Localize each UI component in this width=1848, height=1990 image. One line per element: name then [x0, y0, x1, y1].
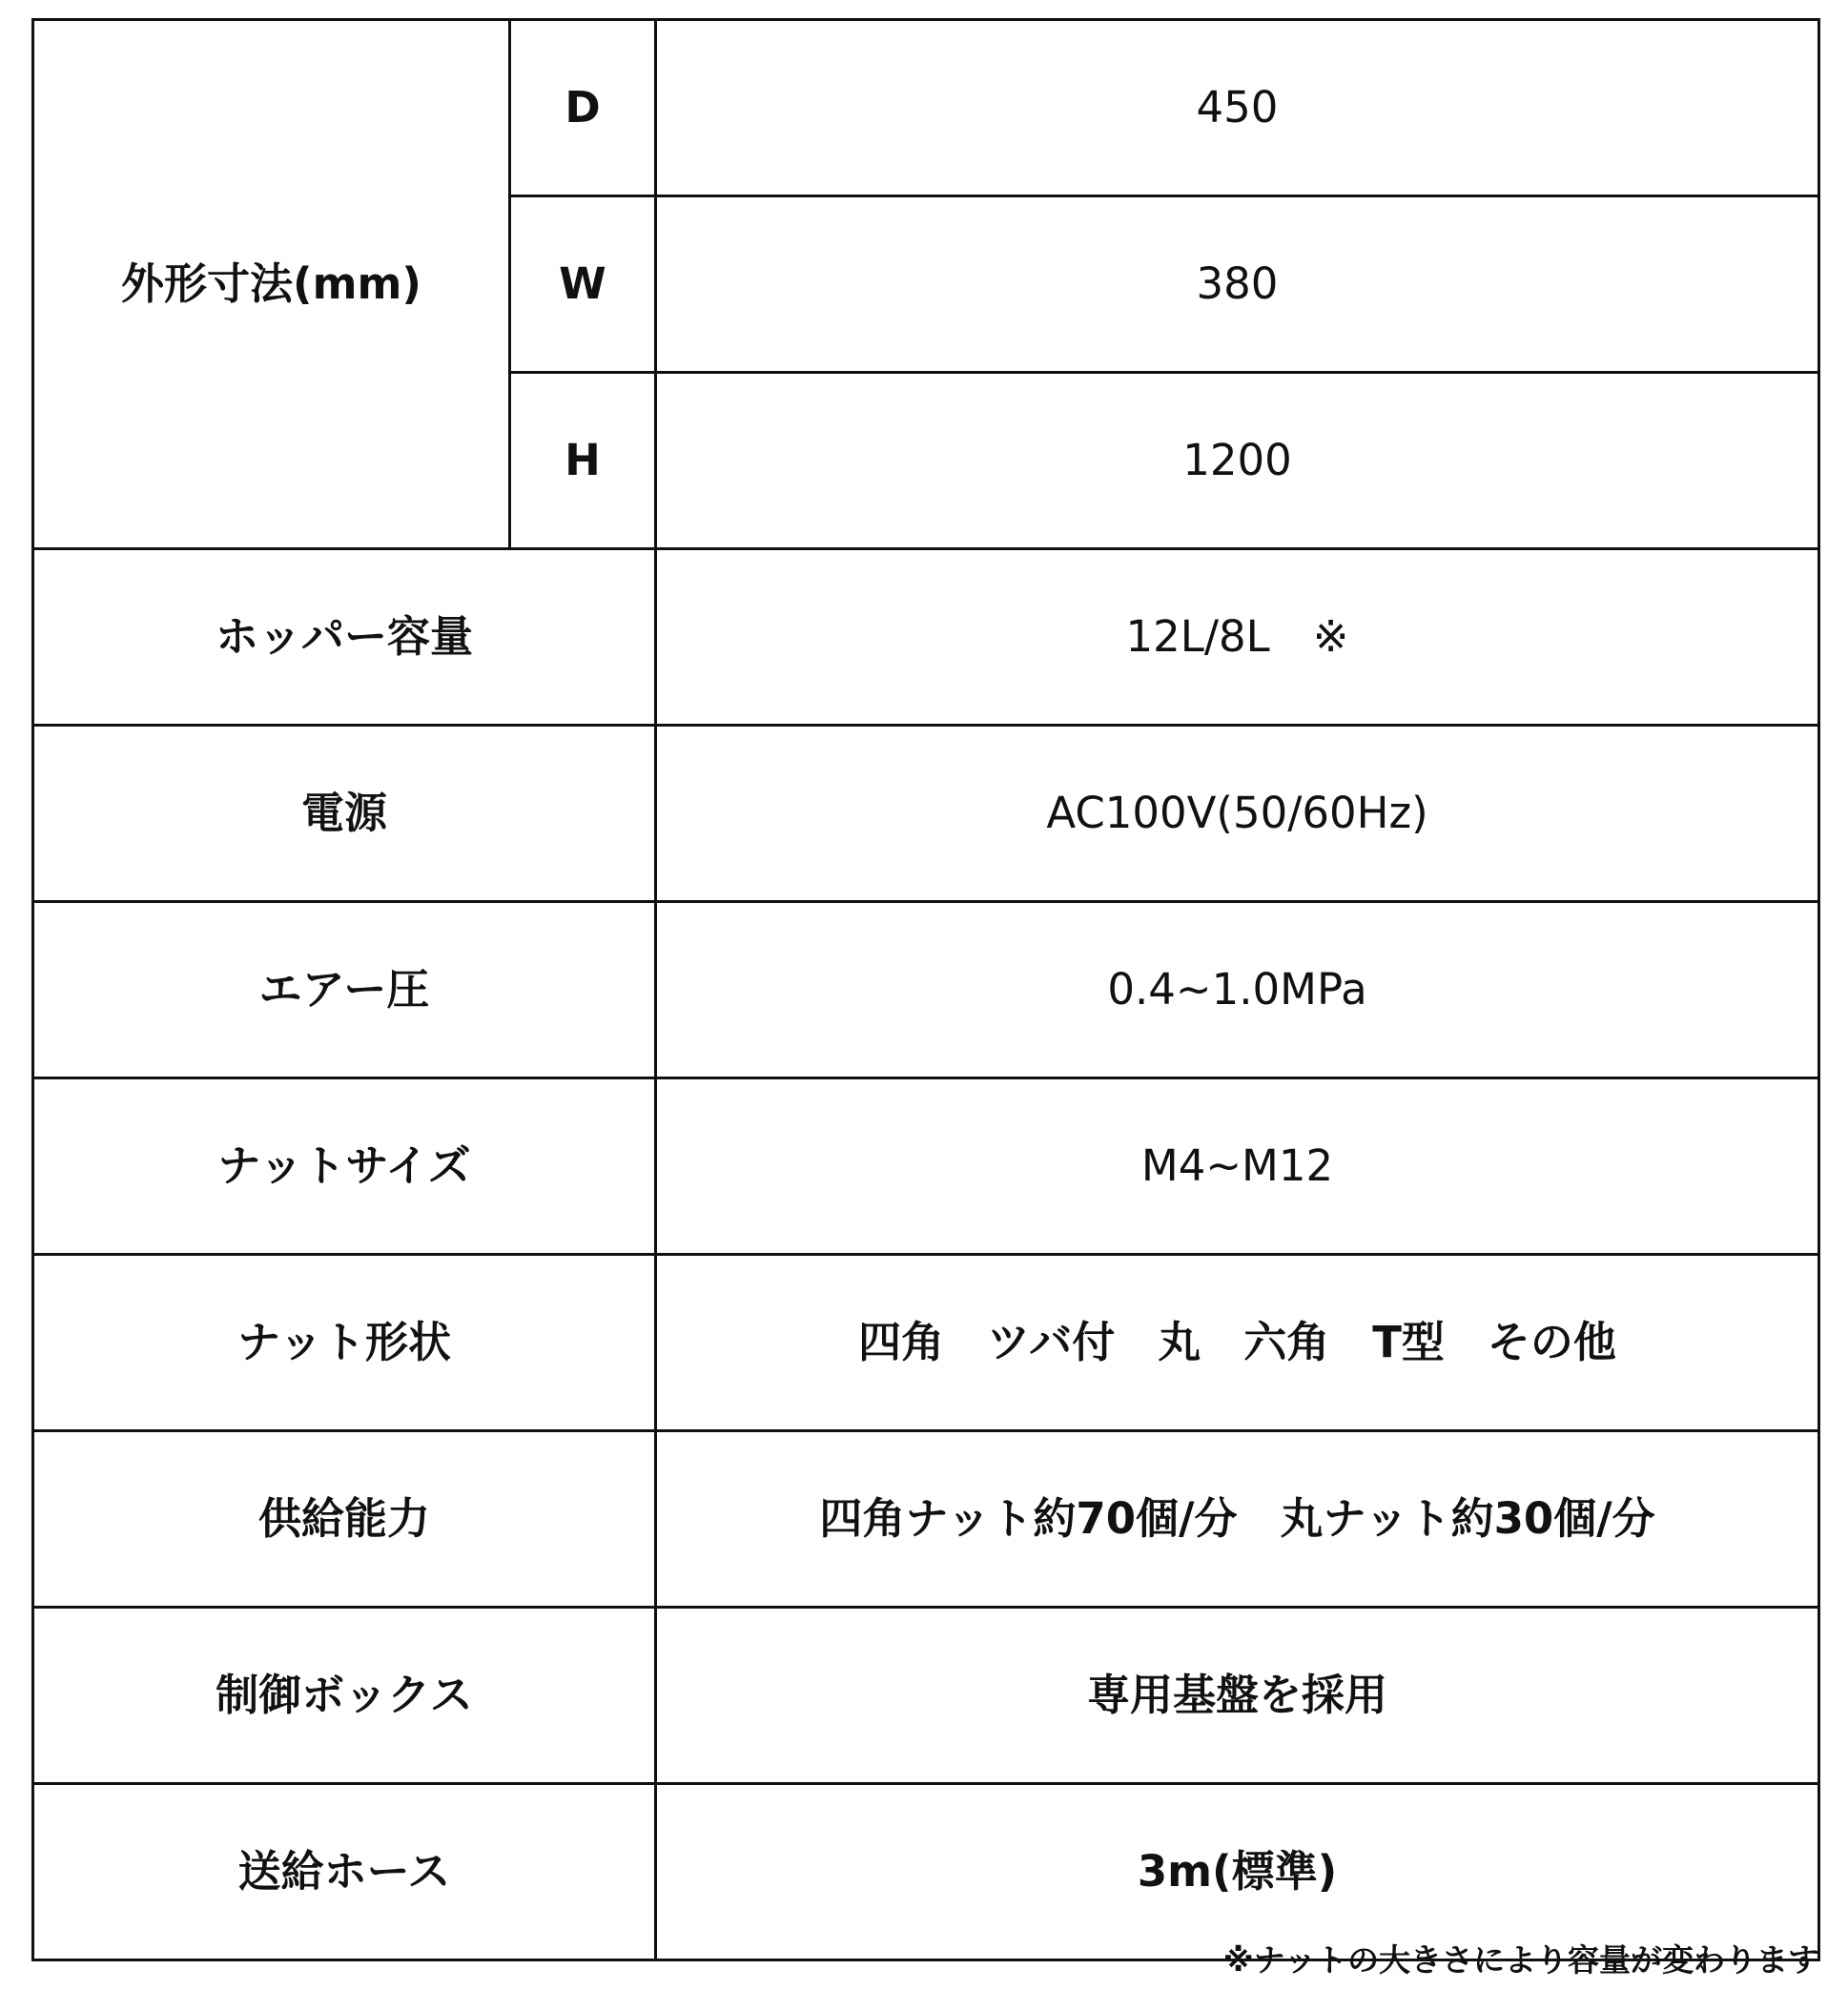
table-row [33, 1784, 1819, 1960]
capacity-footnote: ※ナットの大きさにより容量が変わります [1222, 1941, 1819, 1979]
hopper-capacity-label: ホッパー容量 [33, 549, 656, 726]
spec-table [31, 18, 1820, 1961]
nut-shape-label: ナット形状 [33, 1255, 656, 1431]
nut-size-value: M4~M12 [656, 1078, 1819, 1255]
air-pressure-label: エアー圧 [33, 902, 656, 1078]
feed-hose-value: 3m(標準) [656, 1784, 1819, 1960]
table-row [33, 20, 1819, 196]
table-row [33, 1608, 1819, 1784]
dimension-value-h: 1200 [656, 373, 1819, 549]
hopper-capacity-value: 12L/8L ※ [656, 549, 1819, 726]
table-row [33, 1078, 1819, 1255]
dimension-axis-h: H [510, 373, 656, 549]
dimension-axis-d: D [510, 20, 656, 196]
dimension-value-w: 380 [656, 196, 1819, 373]
power-supply-label: 電源 [33, 726, 656, 902]
supply-capacity-value: 四角ナット約70個/分 丸ナット約30個/分 [656, 1431, 1819, 1608]
nut-size-label: ナットサイズ [33, 1078, 656, 1255]
control-box-label: 制御ボックス [33, 1608, 656, 1784]
supply-capacity-label: 供給能力 [33, 1431, 656, 1608]
power-supply-value: AC100V(50/60Hz) [656, 726, 1819, 902]
table-row [33, 549, 1819, 726]
table-row [33, 726, 1819, 902]
dimensions-label: 外形寸法(mm) [33, 20, 510, 549]
table-row [33, 1255, 1819, 1431]
dimension-value-d: 450 [656, 20, 1819, 196]
table-row [33, 1431, 1819, 1608]
table-row [33, 902, 1819, 1078]
dimension-axis-w: W [510, 196, 656, 373]
air-pressure-value: 0.4~1.0MPa [656, 902, 1819, 1078]
nut-shape-value: 四角 ツバ付 丸 六角 T型 その他 [656, 1255, 1819, 1431]
control-box-value: 専用基盤を採用 [656, 1608, 1819, 1784]
feed-hose-label: 送給ホース [33, 1784, 656, 1960]
